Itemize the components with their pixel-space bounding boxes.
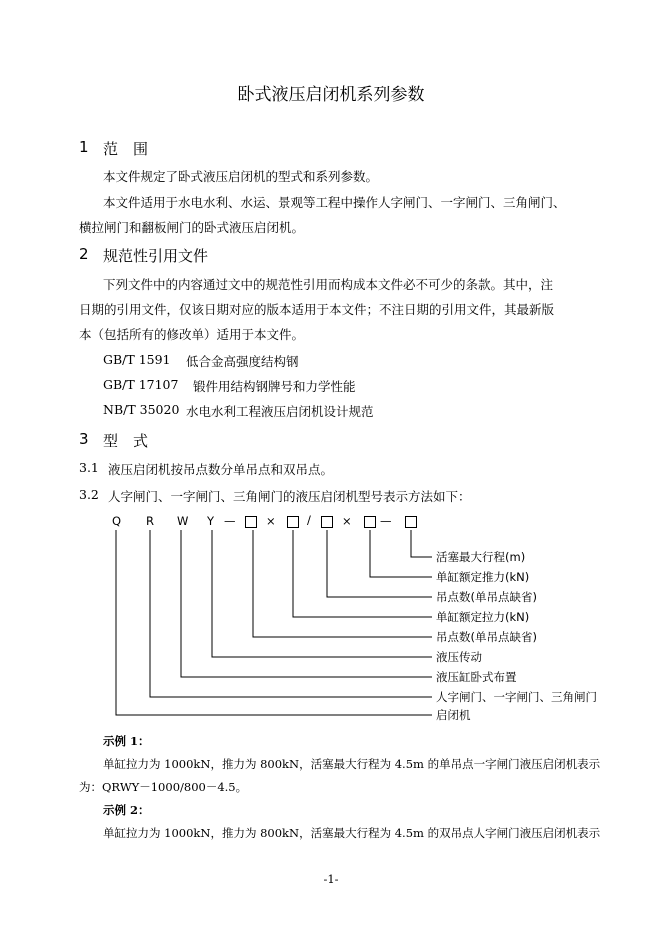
times-symbol: × xyxy=(266,514,276,528)
section-2-number: 2 xyxy=(79,245,89,263)
leader-line xyxy=(150,530,432,697)
section-1-number: 1 xyxy=(79,138,89,156)
diagram-label: 液压缸卧式布置 xyxy=(436,670,517,684)
section-1-paragraph-2-line-2: 横拉闸门和翻板闸门的卧式液压启闭机。 xyxy=(79,220,305,235)
leader-line xyxy=(327,530,432,597)
section-2-paragraph-line-3: 本（包括所有的修改单）适用于本文件。 xyxy=(79,327,305,342)
model-letter-w: W xyxy=(177,514,189,528)
leader-line xyxy=(253,530,432,637)
clause-3-1-number: 3.1 xyxy=(79,460,99,475)
reference-code: NB/T 35020 xyxy=(103,402,180,417)
leader-line xyxy=(116,530,432,715)
leader-line xyxy=(370,530,432,577)
diagram-label: 吊点数(单吊点缺省) xyxy=(436,630,537,644)
section-1-paragraph-1: 本文件规定了卧式液压启闭机的型式和系列参数。 xyxy=(103,169,379,184)
leader-line xyxy=(181,530,432,677)
diagram-label: 启闭机 xyxy=(436,708,471,722)
page-title: 卧式液压启闭机系列参数 xyxy=(237,85,425,105)
clause-3-1-text: 液压启闭机按吊点数分单吊点和双吊点。 xyxy=(108,462,334,477)
model-dash: — xyxy=(380,514,392,528)
section-3-number: 3 xyxy=(79,430,89,448)
section-1-paragraph-2-line-1: 本文件适用于水电水利、水运、景观等工程中操作人字闸门、一字闸门、三角闸门、 xyxy=(103,195,566,210)
model-letter-y: Y xyxy=(207,514,215,528)
reference-code: GB/T 17107 xyxy=(103,377,179,392)
model-letter-q: Q xyxy=(112,514,122,528)
example-1-text-line-1: 单缸拉力为 1000kN，推力为 800kN，活塞最大行程为 4.5m 的单吊点一字闸门液压启闭机表示 xyxy=(103,757,601,771)
example-2-text-line-1: 单缸拉力为 1000kN，推力为 800kN，活塞最大行程为 4.5m 的双吊点人字闸门液压启闭机表示 xyxy=(103,826,601,840)
reference-name: 锻件用结构钢牌号和力学性能 xyxy=(193,379,356,394)
section-2-paragraph-line-2: 日期的引用文件，仅该日期对应的版本适用于本文件；不注日期的引用文件，其最新版 xyxy=(79,302,555,317)
leader-line xyxy=(212,530,432,657)
leader-line xyxy=(411,530,432,557)
times-symbol: × xyxy=(342,514,352,528)
diagram-label: 活塞最大行程(m) xyxy=(436,550,526,564)
diagram-label: 液压传动 xyxy=(436,650,482,664)
slash-symbol: / xyxy=(307,513,311,527)
example-1-label: 示例 1： xyxy=(103,734,150,748)
diagram-label: 吊点数(单吊点缺省) xyxy=(436,590,537,604)
example-2-label: 示例 2： xyxy=(103,803,150,817)
reference-name: 低合金高强度结构钢 xyxy=(186,354,299,369)
clause-3-2-text: 人字闸门、一字闸门、三角闸门的液压启闭机型号表示方法如下： xyxy=(108,489,471,504)
clause-3-2-number: 3.2 xyxy=(79,487,99,502)
diagram-label: 单缸额定拉力(kN) xyxy=(436,610,530,624)
example-1-text-line-2: 为：QRWY－1000/800－4.5。 xyxy=(79,780,248,794)
diagram-label: 单缸额定推力(kN) xyxy=(436,570,530,584)
page-number: -1- xyxy=(323,872,339,886)
reference-name: 水电水利工程液压启闭机设计规范 xyxy=(186,404,374,419)
model-dash: — xyxy=(224,514,236,528)
model-letter-r: R xyxy=(146,514,154,528)
section-1-heading: 范 围 xyxy=(103,140,149,158)
section-3-heading: 型 式 xyxy=(103,432,149,450)
diagram-label: 人字闸门、一字闸门、三角闸门 xyxy=(436,690,597,704)
section-2-paragraph-line-1: 下列文件中的内容通过文中的规范性引用而构成本文件必不可少的条款。其中，注 xyxy=(103,277,554,292)
section-2-heading: 规范性引用文件 xyxy=(103,247,209,265)
reference-code: GB/T 1591 xyxy=(103,352,171,367)
